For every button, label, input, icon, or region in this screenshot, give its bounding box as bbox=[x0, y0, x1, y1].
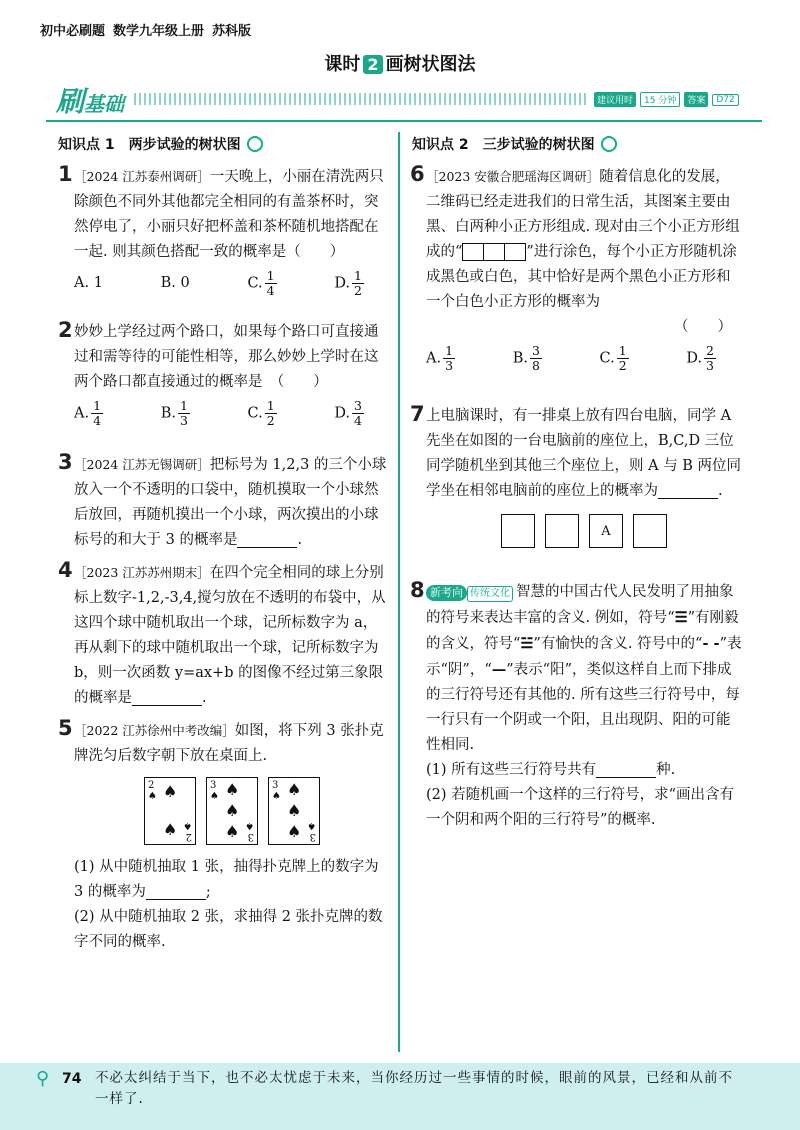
answer-paren: （ ） bbox=[674, 319, 732, 335]
options bbox=[426, 344, 716, 373]
question-number: 6 bbox=[410, 162, 425, 186]
spade-icon: ♠ bbox=[163, 782, 178, 801]
spade-icon: ♠ bbox=[225, 801, 240, 820]
lesson-prefix: 课时 bbox=[324, 54, 361, 75]
question-7: 7 上电脑课时，有一排桌上放有四台电脑，同学 A 先坐在如图的一台电脑前的座位上，B,C,D 三位同学随机坐到其他三个座位上，则 A 与 B 两位同学坐在相邻电脑前的座位上的概率为 . A bbox=[426, 404, 742, 548]
fraction: $\frac{1}{2}$ bbox=[618, 343, 627, 373]
spade-icon: ♠ bbox=[287, 822, 302, 841]
playing-card bbox=[144, 777, 196, 845]
question-3: 3 ［2024 江苏无锡调研］把标号为 1,2,3 的三个小球放入一个不透明的口袋中，随机摸取一个小球然后放回，再随机摸出一个小球，两次摸出的小球标号的和大于 3 的概率是 . bbox=[58, 450, 387, 548]
answer-blank[interactable] bbox=[146, 885, 206, 900]
card-rank-inverted: 3 ♠ bbox=[245, 820, 254, 842]
header-rule bbox=[46, 120, 762, 122]
card-rank-inverted: 2 ♠ bbox=[183, 820, 192, 842]
question-source: ［2023 江苏苏州期末］ bbox=[74, 565, 210, 580]
option-d[interactable]: D. $\frac{2}{3}$ bbox=[686, 343, 714, 373]
question-number: 2 bbox=[58, 318, 73, 342]
fraction: $\frac{1}{4}$ bbox=[266, 268, 275, 298]
option-d[interactable]: D. $\frac{3}{4}$ bbox=[334, 398, 362, 428]
yang-line-icon: — bbox=[491, 661, 507, 678]
question-number: 4 bbox=[58, 558, 73, 582]
fraction: $\frac{1}{3}$ bbox=[445, 343, 454, 373]
options bbox=[74, 269, 364, 298]
question-number: 3 bbox=[58, 450, 73, 474]
column-divider bbox=[398, 132, 400, 1052]
question-text-cont: ”进行涂色，每个小正方形随机涂成黑色或白色，其中恰好是两个黑色小正方形和一个白色小正方形的概率为 bbox=[426, 244, 737, 310]
card-rank: 3 ♠ bbox=[210, 780, 219, 802]
question-8: 8 新考向 传统文化 智慧的中国古代人民发明了用抽象的符号来表达丰富的含义. 例如，符号“☰”有刚毅的含义，符号“☱”有愉快的含义. 符号中的“- -”表示“阴”，“—”表示“阳”，类似这样自上而下排成的三行符号还有其他的. 所有这些三行符号中，每一行只有一个阴或一个阳，且出现阴、阳的可能性相同. (1) 所有这些三行符号共有 种. (2) 若随机画一个这样的三行符号，求“画出含有一个阴和两个阳的三行符号”的概率. bbox=[426, 580, 742, 833]
card-rank: 2 ♠ bbox=[148, 780, 157, 802]
fraction: $\frac{1}{3}$ bbox=[179, 398, 188, 428]
seat-box bbox=[501, 514, 535, 548]
book-series-header bbox=[40, 14, 340, 44]
question-5 bbox=[58, 716, 390, 955]
option-a[interactable]: A. $\frac{1}{4}$ bbox=[74, 398, 102, 428]
question-source: ［2024 江苏泰州调研］ bbox=[74, 169, 210, 184]
question-number: 7 bbox=[410, 402, 425, 426]
question-source: ［2024 江苏无锡调研］ bbox=[74, 457, 210, 472]
qr-squares bbox=[462, 243, 526, 261]
seat-box bbox=[633, 514, 667, 548]
target-icon bbox=[601, 136, 617, 152]
answer-blank[interactable] bbox=[237, 533, 297, 548]
sub-question-2: (2) 从中随机抽取 2 张，求抽得 2 张扑克牌的数字不同的概率. bbox=[74, 909, 383, 950]
kp2-title: 知识点 2 三步试验的树状图 bbox=[412, 137, 595, 153]
fraction: $\frac{3}{4}$ bbox=[354, 398, 362, 428]
lesson-title bbox=[0, 50, 800, 76]
question-text: 上电脑课时，有一排桌上放有四台电脑，同学 A 先坐在如图的一台电脑前的座位上，B,C,D 三位同学随机坐到其他三个座位上，则 A 与 B 两位同学坐在相邻电脑前的座位上的概率为 bbox=[426, 408, 742, 499]
fraction: $\frac{1}{2}$ bbox=[266, 398, 275, 428]
question-text: 妙妙上学经过两个路口，如果每个路口可直接通过和需等待的可能性相等，那么妙妙上学时在这两个路口都直接通过的概率是 （ ） bbox=[74, 324, 379, 390]
question-text: 如图，将下列 3 张扑克牌洗匀后数字朝下放在桌面上. bbox=[74, 723, 384, 764]
spade-icon: ♠ bbox=[225, 780, 240, 799]
option-c[interactable]: C. $\frac{1}{4}$ bbox=[247, 268, 275, 298]
sub-question-1: (1) 所有这些三行符号共有 种. bbox=[426, 762, 676, 778]
option-c[interactable]: C. $\frac{1}{2}$ bbox=[599, 343, 627, 373]
answer-blank[interactable] bbox=[658, 484, 718, 499]
answer-page: D72 bbox=[712, 94, 738, 106]
fraction: $\frac{3}{8}$ bbox=[531, 343, 540, 373]
seat-box-a: A bbox=[589, 514, 623, 548]
playing-card bbox=[268, 777, 320, 845]
playing-card bbox=[206, 777, 258, 845]
options bbox=[74, 399, 364, 428]
spade-icon: ♠ bbox=[287, 801, 302, 820]
answer-blank[interactable] bbox=[132, 691, 202, 706]
spade-icon: ♠ bbox=[163, 820, 178, 839]
option-c[interactable]: C. $\frac{1}{2}$ bbox=[247, 398, 275, 428]
option-b[interactable]: B. $\frac{3}{8}$ bbox=[512, 343, 540, 373]
series-name: 初中必刷题 bbox=[40, 23, 106, 39]
section-logo bbox=[56, 80, 124, 120]
seat-box bbox=[545, 514, 579, 548]
trigram-qian-icon: ☰ bbox=[674, 609, 688, 626]
series-edition: 苏科版 bbox=[212, 23, 252, 39]
target-icon bbox=[247, 136, 263, 152]
answer-label: 答案 bbox=[684, 92, 708, 107]
culture-tag: 传统文化 bbox=[467, 586, 513, 602]
option-b[interactable]: B. $\frac{1}{3}$ bbox=[160, 398, 188, 428]
lesson-name: 画树状图法 bbox=[385, 54, 476, 75]
question-6 bbox=[410, 162, 742, 373]
fraction: $\frac{1}{4}$ bbox=[93, 398, 102, 428]
trigram-dui-icon: ☱ bbox=[520, 635, 534, 652]
question-1 bbox=[58, 162, 390, 298]
fraction: $\frac{1}{2}$ bbox=[354, 268, 362, 298]
time-value: 15 分钟 bbox=[640, 92, 680, 107]
computer-seats bbox=[426, 514, 742, 548]
time-answer-tag bbox=[594, 92, 739, 107]
knowledge-point-1 bbox=[58, 134, 263, 154]
lesson-number: 2 bbox=[363, 55, 382, 74]
playing-cards bbox=[74, 777, 390, 845]
question-text: 随着信息化的发展，二维码已经走进我们的日常生活，其图案主要由黑、白两种小正方形组成. 现对由三个小正方形组成的“ bbox=[426, 169, 740, 260]
question-text: 把标号为 1,2,3 的三个小球放入一个不透明的口袋中，随机摸取一个小球然后放回，再随机摸出一个小球，两次摸出的小球标号的和大于 3 的概率是 bbox=[74, 457, 387, 548]
section-logo-big: 刷 bbox=[56, 85, 85, 118]
question-4: 4 ［2023 江苏苏州期末］在四个完全相同的球上分别标上数字-1,2,-3,4,搅匀放在不透明的布袋中，从这四个球中随机取出一个球，记所标数字为 a，再从剩下的球中随机取出一个球，记所标数字为 b，则一次函数 y=ax+b 的图像不经过第三象限的概率是 . bbox=[58, 558, 386, 706]
question-number: 8 bbox=[410, 578, 425, 602]
question-2 bbox=[58, 318, 390, 428]
new-direction-tag: 新考向 bbox=[426, 585, 467, 601]
question-text: 一天晚上，小丽在清洗两只除颜色不同外其他都完全相同的有盖茶杯时，突然停电了，小丽只好把杯盖和茶杯随机地搭配在一起. 则其颜色搭配一致的概率是（ ） bbox=[74, 169, 384, 260]
card-rank: 3 ♠ bbox=[272, 780, 281, 802]
sub-question-1: (1) 从中随机抽取 1 张，抽得扑克牌上的数字为 3 的概率为 ; bbox=[74, 859, 379, 900]
question-source: ［2023 安徽合肥瑶海区调研］ bbox=[426, 169, 600, 184]
footer-motto: 不必太纠结于当下，也不必太忧虑于未来，当你经历过一些事情的时候，眼前的风景，已经和从前不一样了. bbox=[95, 1070, 733, 1107]
series-subject: 数学九年级上册 bbox=[113, 23, 205, 39]
question-number: 5 bbox=[58, 716, 73, 740]
section-logo-label: 基础 bbox=[84, 92, 125, 116]
time-label: 建议用时 bbox=[594, 92, 636, 107]
sub-question-2: (2) 若随机画一个这样的三行符号，求“画出含有一个阴和两个阳的三行符号”的概率. bbox=[426, 787, 735, 828]
option-d[interactable]: D. $\frac{1}{2}$ bbox=[334, 268, 362, 298]
fraction: $\frac{2}{3}$ bbox=[706, 343, 714, 373]
card-rank-inverted: 3 ♠ bbox=[307, 820, 316, 842]
option-a[interactable]: A. 1 bbox=[74, 275, 103, 291]
page-number: 74 bbox=[62, 1071, 82, 1087]
option-a[interactable]: A. $\frac{1}{3}$ bbox=[426, 343, 454, 373]
kp1-title: 知识点 1 两步试验的树状图 bbox=[58, 137, 241, 153]
option-b[interactable]: B. 0 bbox=[160, 275, 190, 291]
knowledge-point-2 bbox=[412, 134, 617, 154]
question-source: ［2022 江苏徐州中考改编］ bbox=[74, 723, 235, 738]
question-number: 1 bbox=[58, 162, 73, 186]
spade-icon: ♠ bbox=[225, 822, 240, 841]
spade-icon: ♠ bbox=[287, 780, 302, 799]
dotted-bar bbox=[134, 93, 589, 105]
compass-icon: ⚲ bbox=[36, 1068, 50, 1089]
answer-blank[interactable] bbox=[596, 763, 656, 778]
yin-line-icon: - - bbox=[702, 635, 720, 652]
question-text: 在四个完全相同的球上分别标上数字-1,2,-3,4,搅匀放在不透明的布袋中，从这四个球中随机取出一个球，记所标数字为 a，再从剩下的球中随机取出一个球，记所标数字为 b，则一次函数 y=ax+b 的图像不经过第三象限的概率是 bbox=[74, 565, 386, 706]
